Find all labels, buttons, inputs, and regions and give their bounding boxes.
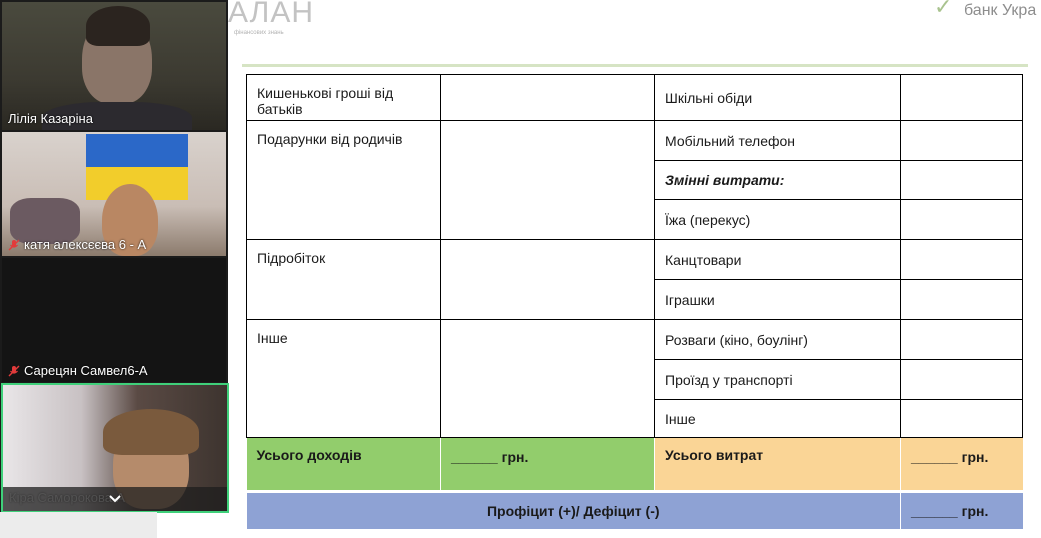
expense-amount-cell[interactable] [901, 75, 1023, 121]
total-income-label: Усього доходів [247, 438, 441, 490]
income-category-cell: Подарунки від родичів [247, 121, 441, 240]
expense-amount-cell[interactable] [901, 161, 1023, 200]
total-expense-label: Усього витрат [655, 438, 901, 490]
expense-category-cell: Розваги (кіно, боулінг) [655, 320, 901, 360]
income-amount-cell[interactable] [441, 121, 655, 240]
logo-text: АЛАН [228, 0, 315, 29]
total-income-value[interactable]: ______ грн. [441, 438, 655, 490]
income-category-cell: Кишенькові гроші від батьків [247, 75, 441, 121]
expense-category-cell: Мобільний телефон [655, 121, 901, 161]
expense-category-cell: Іграшки [655, 280, 901, 320]
window-corner [0, 512, 157, 538]
expense-category-cell: Інше [655, 400, 901, 438]
bank-logo-text: банк Укра [964, 2, 1037, 19]
participant-name: катя алексєєва 6 - А [8, 237, 146, 252]
logo-subtext: фінансових знань [234, 30, 284, 36]
video-gallery-panel [0, 0, 228, 512]
participant-tile-active-speaker[interactable] [1, 383, 229, 513]
expense-amount-cell[interactable] [901, 121, 1023, 161]
expense-amount-cell[interactable] [901, 280, 1023, 320]
expense-amount-cell[interactable] [901, 240, 1023, 280]
flag-blue-stripe [86, 134, 188, 167]
collapse-gallery-button[interactable] [3, 487, 227, 511]
income-amount-cell[interactable] [441, 240, 655, 320]
expense-amount-cell[interactable] [901, 320, 1023, 360]
participant-tile[interactable] [2, 258, 226, 382]
balance-value[interactable]: ______ грн. [901, 493, 1023, 529]
participant-tile[interactable] [2, 2, 226, 130]
participant-tile[interactable] [2, 132, 226, 256]
budget-table [246, 74, 1023, 529]
participant-hair [86, 6, 150, 46]
expense-category-cell: Шкільні обіди [655, 75, 901, 121]
total-expense-value[interactable]: ______ грн. [901, 438, 1023, 490]
balance-label: Профіцит (+)/ Дефіцит (-) [247, 493, 901, 529]
header-divider [242, 64, 1028, 67]
income-category-cell: Підробіток [247, 240, 441, 320]
expense-amount-cell[interactable] [901, 200, 1023, 240]
income-category-cell: Інше [247, 320, 441, 438]
mic-muted-icon [8, 239, 20, 251]
participant-name: Лілія Казаріна [8, 111, 93, 126]
income-amount-cell[interactable] [441, 75, 655, 121]
chevron-down-icon [108, 494, 122, 504]
expense-category-cell: Їжа (перекус) [655, 200, 901, 240]
expense-amount-cell[interactable] [901, 360, 1023, 400]
expense-category-cell: Канцтовари [655, 240, 901, 280]
leaf-icon: ✓ [934, 0, 953, 19]
participant-hair [103, 409, 199, 455]
expense-amount-cell[interactable] [901, 400, 1023, 438]
expense-category-cell: Проїзд у транспорті [655, 360, 901, 400]
income-amount-cell[interactable] [441, 320, 655, 438]
expense-section-heading: Змінні витрати: [655, 161, 901, 200]
participant-name: Сарецян Самвел6-А [8, 363, 148, 378]
mic-muted-icon [8, 365, 20, 377]
